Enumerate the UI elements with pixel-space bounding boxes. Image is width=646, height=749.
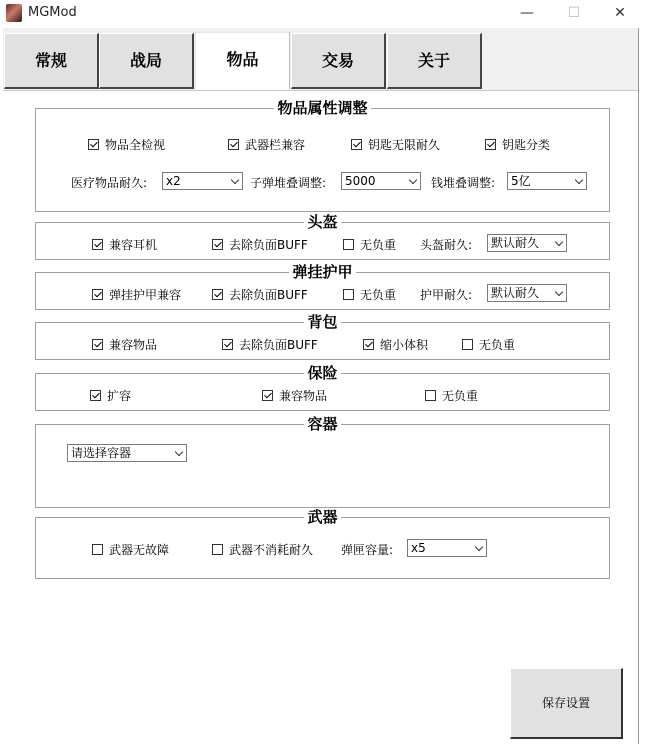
chevron-down-icon	[175, 448, 183, 456]
window-right-edge	[638, 28, 646, 749]
tab-general[interactable]: 常规	[4, 33, 99, 89]
checkbox-label: 无负重	[479, 338, 516, 352]
checkbox-label: 武器栏兼容	[245, 138, 306, 152]
medical-durability-select[interactable]	[162, 172, 243, 190]
checkbox-insurance-no-weight[interactable]	[425, 387, 478, 404]
checkbox-helmet-remove-debuff[interactable]	[212, 236, 308, 253]
select-value: 请选择容器	[71, 446, 132, 460]
checkbox-box[interactable]	[363, 339, 374, 350]
tab-items[interactable]: 物品	[195, 32, 290, 90]
checkbox-insurance-expand[interactable]	[90, 387, 131, 404]
group-title-container: 容器	[304, 415, 340, 433]
checkbox-backpack-remove-debuff[interactable]	[222, 336, 318, 353]
tab-bar	[3, 28, 638, 90]
armor-durability-select[interactable]	[487, 284, 567, 302]
money-stack-label: 钱堆叠调整:	[431, 176, 496, 190]
checkbox-label: 兼容耳机	[109, 238, 158, 252]
checkbox-label: 钥匙无限耐久	[368, 138, 441, 152]
checkbox-weapon-compat[interactable]	[228, 136, 305, 153]
checkbox-label: 物品全检视	[105, 138, 166, 152]
magazine-capacity-label: 弹匣容量:	[341, 543, 394, 557]
chevron-down-icon	[475, 543, 483, 551]
checkbox-label: 武器无故障	[109, 543, 170, 557]
checkbox-insurance-compat[interactable]	[262, 387, 327, 404]
checkbox-box[interactable]	[212, 544, 223, 555]
checkbox-box[interactable]	[92, 289, 103, 300]
magazine-capacity-select[interactable]	[407, 539, 487, 557]
checkbox-backpack-no-weight[interactable]	[462, 336, 515, 353]
armor-durability-label: 护甲耐久:	[420, 288, 473, 302]
checkbox-box[interactable]	[92, 239, 103, 250]
checkbox-box[interactable]	[92, 339, 103, 350]
group-weapon	[35, 508, 610, 579]
select-value: x5	[411, 541, 426, 555]
checkbox-box[interactable]	[228, 139, 239, 150]
checkbox-label: 无负重	[360, 238, 397, 252]
select-value: 默认耐久	[491, 286, 540, 300]
checkbox-box[interactable]	[212, 239, 223, 250]
chevron-down-icon	[575, 176, 583, 184]
select-value: 5000	[345, 174, 376, 188]
checkbox-label: 去除负面BUFF	[229, 288, 308, 302]
chevron-down-icon	[555, 288, 563, 296]
ammo-stack-label: 子弹堆叠调整:	[250, 176, 327, 190]
checkbox-label: 去除负面BUFF	[239, 338, 318, 352]
maximize-button: ☐	[567, 5, 581, 21]
checkbox-box[interactable]	[90, 390, 101, 401]
checkbox-compat-earphone[interactable]	[92, 236, 157, 253]
checkbox-label: 武器不消耗耐久	[229, 543, 314, 557]
chevron-down-icon	[555, 238, 563, 246]
checkbox-key-infinite[interactable]	[351, 136, 440, 153]
container-select[interactable]	[67, 444, 187, 462]
checkbox-box[interactable]	[343, 239, 354, 250]
select-value: x2	[166, 174, 181, 188]
checkbox-weapon-no-wear[interactable]	[212, 541, 313, 558]
checkbox-label: 缩小体积	[380, 338, 429, 352]
items-panel	[3, 90, 638, 745]
checkbox-armor-no-weight[interactable]	[343, 286, 396, 303]
tab-about[interactable]: 关于	[387, 33, 482, 89]
checkbox-weapon-no-jam[interactable]	[92, 541, 169, 558]
group-armor	[35, 263, 610, 310]
checkbox-box[interactable]	[92, 544, 103, 555]
checkbox-label: 扩容	[107, 389, 132, 403]
group-title-armor: 弹挂护甲	[289, 263, 355, 281]
checkbox-box[interactable]	[462, 339, 473, 350]
checkbox-backpack-shrink[interactable]	[363, 336, 428, 353]
helmet-durability-select[interactable]	[487, 234, 567, 252]
chevron-down-icon	[231, 176, 239, 184]
app-icon	[6, 4, 22, 22]
checkbox-backpack-compat[interactable]	[92, 336, 157, 353]
checkbox-label: 无负重	[360, 288, 397, 302]
checkbox-armor-remove-debuff[interactable]	[212, 286, 308, 303]
checkbox-box[interactable]	[262, 390, 273, 401]
checkbox-box[interactable]	[425, 390, 436, 401]
helmet-durability-label: 头盔耐久:	[420, 238, 473, 252]
checkbox-label: 弹挂护甲兼容	[109, 288, 182, 302]
group-title-weapon: 武器	[304, 508, 340, 526]
group-title-backpack: 背包	[304, 313, 340, 331]
checkbox-label: 去除负面BUFF	[229, 238, 308, 252]
group-helmet	[35, 213, 610, 260]
medical-durability-label: 医疗物品耐久:	[71, 176, 148, 190]
group-item-props	[35, 99, 610, 212]
tab-match[interactable]: 战局	[99, 33, 194, 89]
checkbox-label: 无负重	[442, 389, 479, 403]
close-button[interactable]: ✕	[614, 5, 626, 21]
group-title-insurance: 保险	[304, 364, 340, 382]
checkbox-helmet-no-weight[interactable]	[343, 236, 396, 253]
checkbox-armor-compat[interactable]	[92, 286, 181, 303]
checkbox-box[interactable]	[222, 339, 233, 350]
window-bottom-edge	[0, 744, 646, 749]
window-title: MGMod	[28, 5, 77, 20]
select-value: 默认耐久	[491, 236, 540, 250]
money-stack-select[interactable]	[507, 172, 587, 190]
group-insurance	[35, 364, 610, 411]
checkbox-box[interactable]	[212, 289, 223, 300]
checkbox-label: 钥匙分类	[502, 138, 551, 152]
ammo-stack-select[interactable]	[341, 172, 421, 190]
tab-trade[interactable]: 交易	[291, 33, 386, 89]
checkbox-box[interactable]	[88, 139, 99, 150]
checkbox-label: 兼容物品	[109, 338, 158, 352]
save-settings-button[interactable]: 保存设置	[510, 668, 623, 739]
group-title-item-props: 物品属性调整	[274, 99, 370, 117]
group-container	[35, 415, 610, 508]
group-backpack	[35, 313, 610, 360]
select-value: 5亿	[511, 174, 531, 188]
checkbox-full-inspect[interactable]	[88, 136, 165, 153]
title-bar	[0, 0, 646, 28]
checkbox-key-sort[interactable]	[485, 136, 550, 153]
checkbox-box[interactable]	[343, 289, 354, 300]
checkbox-box[interactable]	[351, 139, 362, 150]
group-title-helmet: 头盔	[304, 213, 340, 231]
chevron-down-icon	[409, 176, 417, 184]
minimize-button[interactable]: —	[520, 5, 534, 21]
checkbox-label: 兼容物品	[279, 389, 328, 403]
checkbox-box[interactable]	[485, 139, 496, 150]
